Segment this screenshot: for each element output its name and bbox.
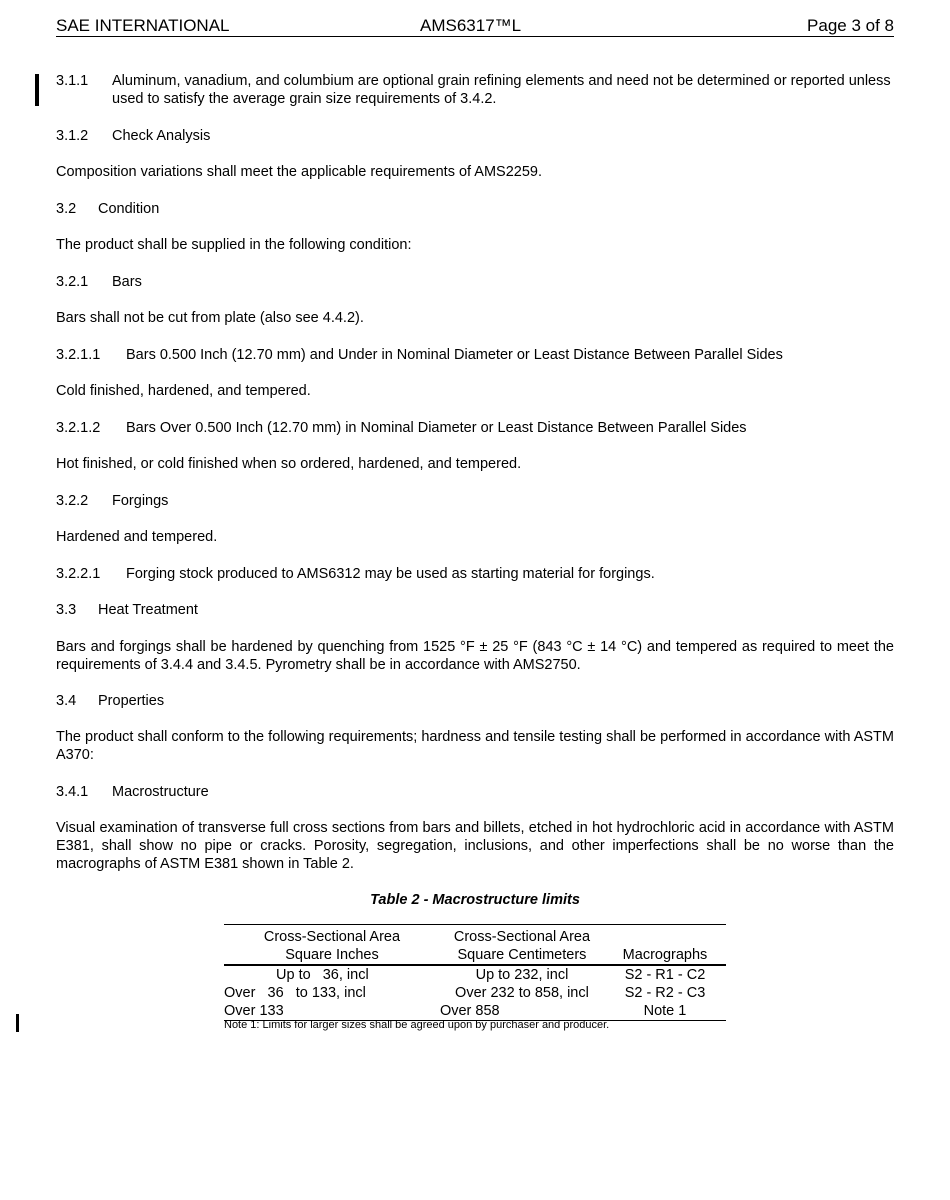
section-number: 3.1.1 [56, 73, 89, 89]
section-number: 3.4.1 [56, 784, 89, 800]
paragraph: The product shall conform to the following requirements; hardness and tensile testing shall be performed in accordance with ASTM A370: [56, 729, 894, 763]
table-header-row [224, 925, 726, 947]
paragraph: Bars and forgings shall be hardened by quenching from 1525 °F ± 25 °F (843 °C ± 14 °C) and tempered as required to meet the requirements of 3.4.4 and 3.4.5. Pyrometry shall be in accordance with AMS2750. [56, 639, 894, 673]
page-header [56, 16, 894, 37]
section-title: Properties [98, 693, 165, 709]
section-title: Bars 0.500 Inch (12.70 mm) and Under in Nominal Diameter or Least Distance Between Parallel Sides [126, 347, 783, 363]
paragraph: Visual examination of transverse full cross sections from bars and billets, etched in hot hydrochloric acid in accordance with ASTM E381, shall show no pipe or cracks. Porosity, segregation, inclusions, and other imperfections shall be no worse than the macrographs of ASTM E381 shown in Table 2. [56, 820, 894, 872]
table-cell: S2 - R1 - C2 [624, 967, 706, 983]
section-number: 3.3 [56, 602, 77, 618]
section-number: 3.2.1.2 [56, 420, 101, 436]
section-number: 3.2.1 [56, 274, 89, 290]
section-number: 3.4 [56, 693, 77, 709]
table-caption: Table 2 - Macrostructure limits [370, 892, 580, 908]
paragraph: Cold finished, hardened, and tempered. [56, 383, 311, 399]
paragraph: The product shall be supplied in the following condition: [56, 237, 412, 253]
header-cell: Square Inches [224, 946, 440, 965]
section-number: 3.2.2.1 [56, 566, 101, 582]
table-cell: S2 - R2 - C3 [624, 985, 706, 1001]
table-cell: Over 133 [224, 1002, 440, 1021]
header-cell [604, 925, 726, 947]
table-row [224, 984, 726, 1002]
section-title: Forgings [112, 493, 169, 509]
section-number: 3.2.2 [56, 493, 89, 509]
header-document-number: AMS6317™L [420, 16, 522, 35]
paragraph: Bars shall not be cut from plate (also see 4.4.2). [56, 310, 364, 326]
section-title: Check Analysis [112, 128, 211, 144]
table-cell: Over 36 to 133, incl [224, 985, 366, 1001]
section-number: 3.2 [56, 201, 77, 217]
table-row [224, 965, 726, 984]
header-page-number: Page 3 of 8 [807, 16, 894, 35]
section-number: 3.2.1.1 [56, 347, 101, 363]
revision-bar [16, 1014, 19, 1032]
section-title: Bars Over 0.500 Inch (12.70 mm) in Nominal Diameter or Least Distance Between Parallel Sides [126, 420, 747, 436]
paragraph: Composition variations shall meet the applicable requirements of AMS2259. [56, 164, 543, 180]
section-title: Condition [98, 201, 160, 217]
table-note: Note 1: Limits for larger sizes shall be agreed upon by purchaser and producer. [224, 1019, 610, 1031]
table-cell: Note 1 [604, 1002, 726, 1021]
section-text: Aluminum, vanadium, and columbium are optional grain refining elements and need not be determined or reported unless used to satisfy the average grain size requirements of 3.4.2. [112, 73, 891, 107]
header-cell: Cross-Sectional Area [440, 925, 604, 947]
header-cell: Square Centimeters [440, 946, 604, 965]
section-title: Macrostructure [112, 784, 209, 800]
revision-bar [35, 74, 39, 106]
table-cell: Over 232 to 858, incl [455, 985, 589, 1001]
table-cell: Up to 36, incl [276, 967, 369, 983]
table-cell: Over 858 [440, 1002, 604, 1021]
section-title: Bars [112, 274, 142, 290]
paragraph: Hot finished, or cold finished when so ordered, hardened, and tempered. [56, 456, 522, 472]
table-cell: Up to 232, incl [475, 967, 569, 983]
section-title: Heat Treatment [98, 602, 198, 618]
paragraph: Hardened and tempered. [56, 529, 218, 545]
section-text: Forging stock produced to AMS6312 may be used as starting material for forgings. [126, 566, 655, 582]
header-organization: SAE INTERNATIONAL [56, 16, 230, 35]
header-cell: Macrographs [604, 946, 726, 965]
header-cell: Cross-Sectional Area [224, 925, 440, 947]
macrostructure-table [224, 924, 726, 1021]
section-number: 3.1.2 [56, 128, 89, 144]
table-header-row [224, 946, 726, 965]
